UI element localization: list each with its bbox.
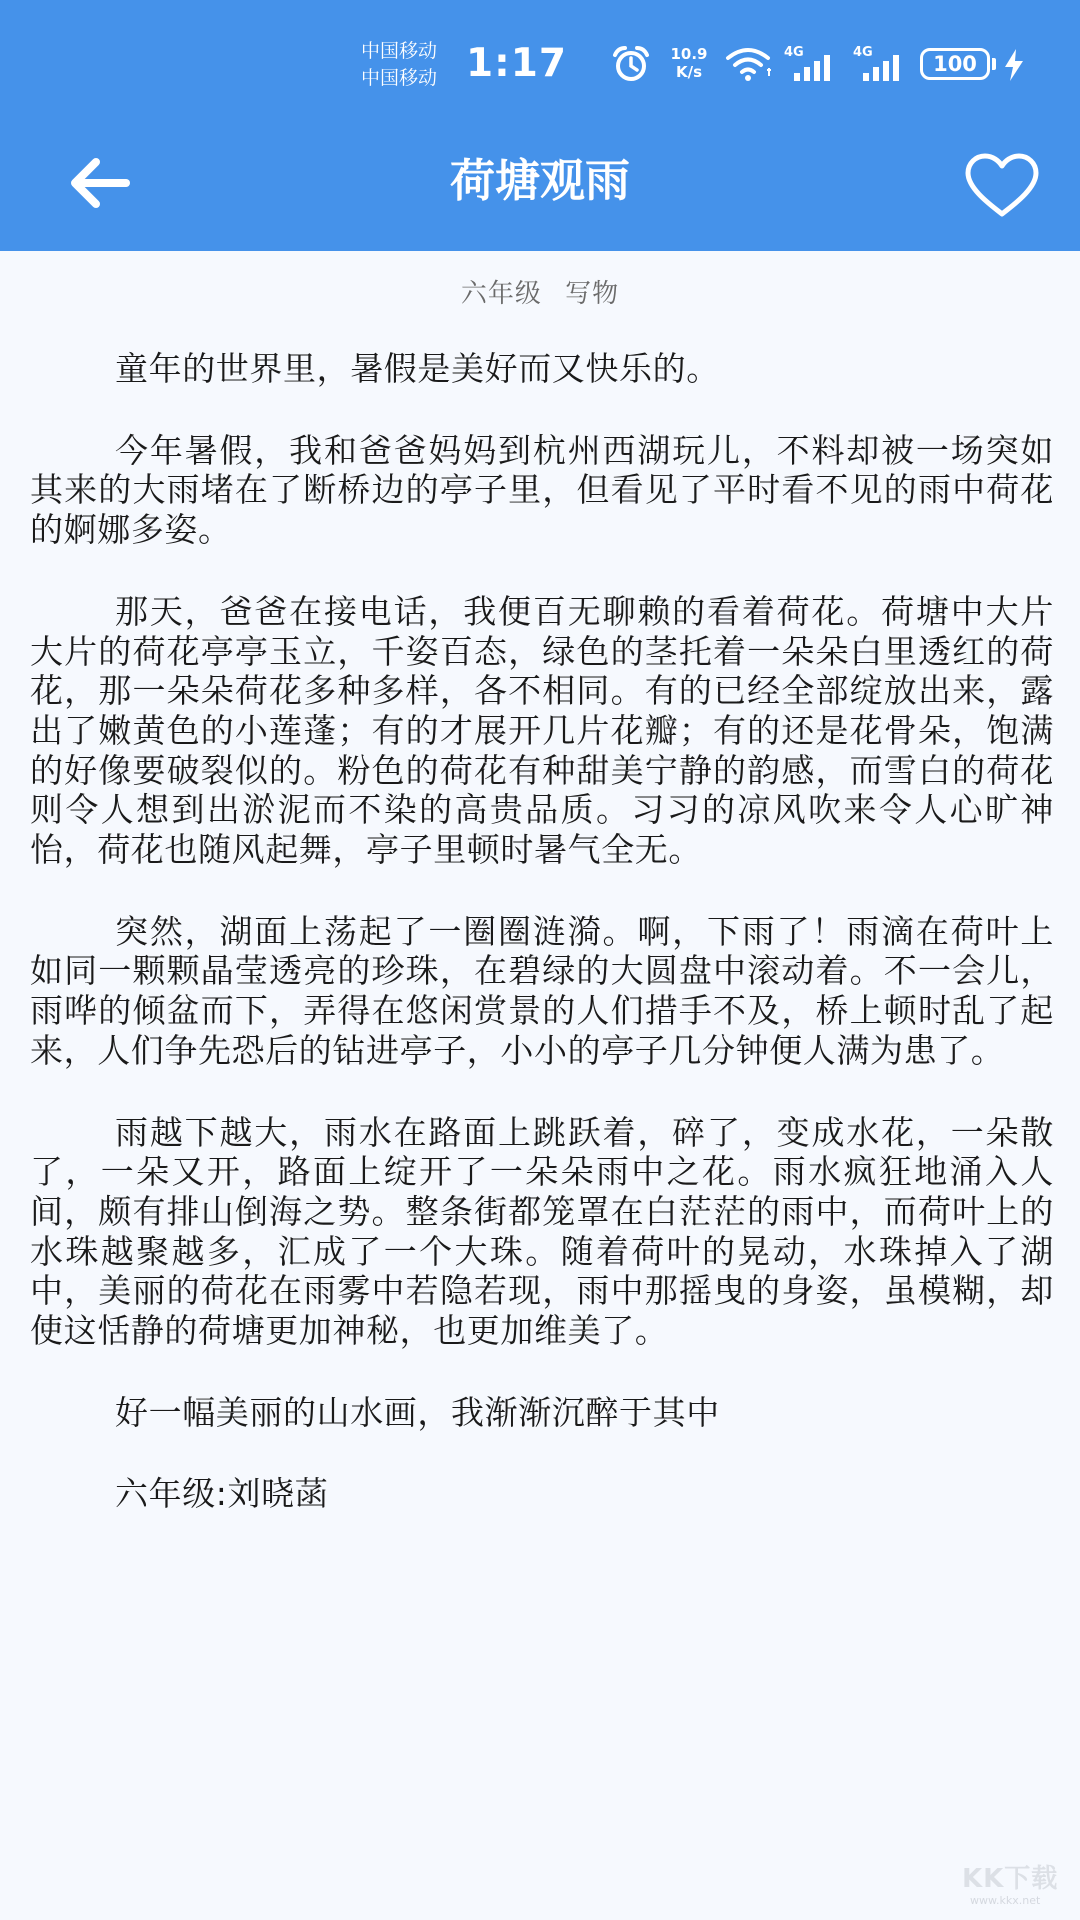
article-meta bbox=[0, 274, 1080, 314]
net-speed-value: 10.9 bbox=[670, 45, 708, 63]
watermark-logo: KK下载 bbox=[962, 1864, 1059, 1894]
article-grade: 六年级 bbox=[460, 279, 542, 309]
favorite-button[interactable] bbox=[962, 152, 1042, 222]
article-body bbox=[30, 349, 1054, 1556]
signal-2 bbox=[853, 45, 911, 83]
paragraph: 雨越下越大，雨水在路面上跳跃着，碎了，变成水花，一朵散了，一朵又开，路面上绽开了一朵朵雨中之花。雨水疯狂地涌入人间，颇有排山倒海之势。整条街都笼罩在白茫茫的雨中，而荷叶上的水珠越聚越多，汇成了一个大珠。随着荷叶的晃动，水珠掉入了湖中，美丽的荷花在雨雾中若隐若现，雨中那摇曳的身姿，虽模糊，却使这恬静的荷塘更加神秘，也更加维美了。 bbox=[30, 1112, 1054, 1351]
signal-1-label: 4G bbox=[784, 45, 804, 60]
signal-1 bbox=[784, 45, 842, 83]
signal-icon bbox=[861, 51, 911, 83]
author-line: 六年级:刘晓菡 bbox=[115, 1474, 329, 1514]
article-category: 写物 bbox=[565, 279, 620, 309]
alarm-icon bbox=[610, 44, 652, 84]
net-speed-unit: K/s bbox=[675, 63, 703, 81]
signal-2-label: 4G bbox=[853, 45, 873, 60]
carrier-1: 中国移动 bbox=[361, 40, 438, 62]
page-title: 荷塘观雨 bbox=[449, 154, 630, 207]
net-speed bbox=[664, 45, 714, 81]
paragraph: 童年的世界里，暑假是美好而又快乐的。 bbox=[115, 349, 720, 388]
paragraph: 突然，湖面上荡起了一圈圈涟漪。啊，下雨了！雨滴在荷叶上如同一颗颗晶莹透亮的珍珠，在碧绿的大圆盘中滚动着。不一会儿，雨哗的倾盆而下，弄得在悠闲赏景的人们措手不及，桥上顿时乱了起来，人们争先恐后的钻进亭子，小小的亭子几分钟便人满为患了。 bbox=[30, 911, 1054, 1070]
charging-icon bbox=[1003, 48, 1025, 82]
battery-nub bbox=[992, 58, 996, 70]
paragraph: 今年暑假，我和爸爸妈妈到杭州西湖玩儿，不料却被一场突如其来的大雨堵在了断桥边的亭子里，但看见了平时看不见的雨中荷花的婀娜多姿。 bbox=[30, 430, 1054, 550]
signal-icon bbox=[792, 51, 842, 83]
watermark bbox=[962, 1864, 1062, 1914]
status-time: 1:17 bbox=[466, 41, 568, 86]
carrier-2: 中国移动 bbox=[361, 67, 438, 89]
top-bar bbox=[0, 0, 1080, 251]
battery-indicator: 100 bbox=[920, 48, 990, 80]
watermark-url: www.kkx.net bbox=[970, 1894, 1041, 1907]
paragraph: 那天，爸爸在接电话，我便百无聊赖的看着荷花。荷塘中大片大片的荷花亭亭玉立，千姿百态，绿色的茎托着一朵朵白里透红的荷花，那一朵朵荷花多种多样，各不相同。有的已经全部绽放出来，露出了嫩黄色的小莲蓬；有的才展开几片花瓣；有的还是花骨朵，饱满的好像要破裂似的。粉色的荷花有种甜美宁静的韵感，而雪白的荷花则令人想到出淤泥而不染的高贵品质。习习的凉风吹来令人心旷神怡，荷花也随风起舞，亭子里顿时暑气全无。 bbox=[30, 591, 1054, 870]
wifi-icon bbox=[725, 46, 775, 82]
carrier-labels bbox=[361, 38, 437, 92]
paragraph: 好一幅美丽的山水画，我渐渐沉醉于其中 bbox=[115, 1392, 720, 1432]
heart-outline-icon bbox=[962, 152, 1042, 222]
